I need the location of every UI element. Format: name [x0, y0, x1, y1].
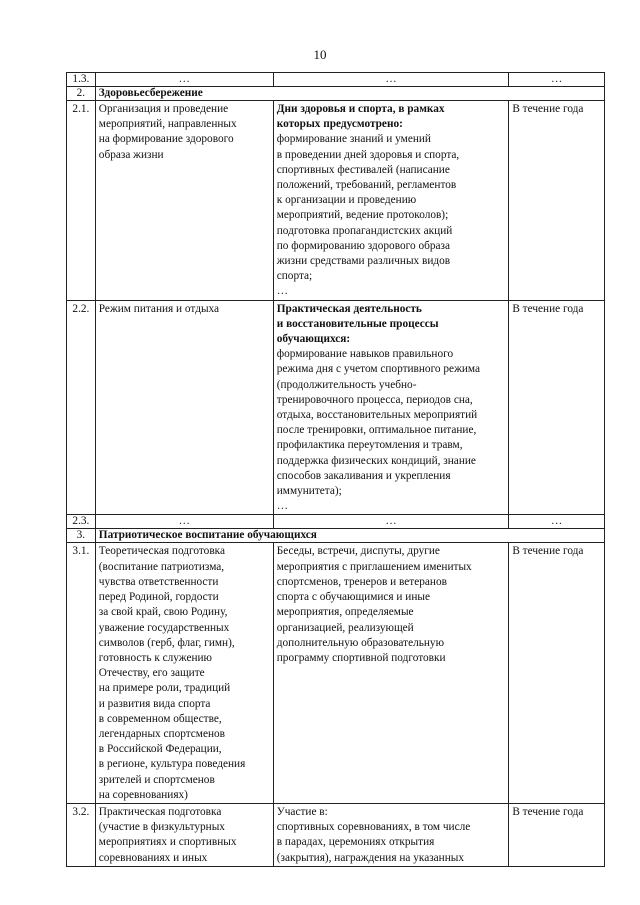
text-line: в современном обществе, — [98, 712, 222, 725]
text-line: Практическая подготовка — [98, 805, 222, 818]
table-row — [67, 101, 605, 301]
text-line: Организация и проведение — [98, 103, 229, 115]
text-line: тренировочного процесса, периодов сна, — [276, 393, 473, 406]
section-header-row — [67, 529, 605, 543]
text-line: и развития вида спорта — [98, 697, 211, 710]
row-number: 3.1. — [67, 543, 96, 803]
text-line: соревнованиях и иных — [98, 851, 208, 864]
row-number: 2.1. — [67, 101, 96, 301]
text-line: жизни средствами различных видов — [276, 255, 451, 268]
timing-cell: В течение года — [509, 803, 605, 866]
text-line: поддержка физических кондиций, знание — [276, 454, 476, 467]
cell-ellipsis: … — [273, 73, 509, 87]
section-title: Патриотическое воспитание обучающихся — [95, 529, 604, 543]
text-line: мероприятиях и спортивных — [98, 836, 237, 849]
text-line: Теоретическая подготовка — [98, 545, 225, 558]
table-row — [67, 543, 605, 803]
text-line: готовность к служению — [98, 651, 212, 664]
cell-ellipsis: … — [509, 73, 605, 87]
text-line: (воспитание патриотизма, — [98, 560, 225, 573]
text-line: режима дня с учетом спортивного режима — [276, 363, 481, 376]
text-line: формирование знаний и умений — [276, 133, 431, 146]
text-line: дополнительную образовательную — [276, 636, 445, 649]
text-line: … — [276, 285, 289, 298]
text-line: которых предусмотрено: — [276, 118, 403, 131]
text-line: и восстановительные процессы — [276, 317, 439, 330]
text-line: в парадах, церемониях открытия — [276, 836, 435, 849]
text-line: спорта с обучающимися и иные — [276, 591, 430, 604]
text-line: обучающихся: — [276, 333, 351, 346]
text-line: способов закаливания и укрепления — [276, 469, 451, 482]
table-row — [67, 73, 605, 87]
timing-cell: В течение года — [509, 543, 605, 803]
text-line: (закрытия), награждения на указанных — [276, 851, 465, 864]
text-line: по формированию здорового образа — [276, 239, 450, 252]
text-line: уважение государственных — [98, 621, 230, 634]
text-line: перед Родиной, гордости — [98, 591, 219, 604]
row-number: 2. — [67, 87, 96, 101]
row-number: 3.2. — [67, 803, 96, 866]
section-title: Здоровьесбережение — [95, 87, 604, 101]
text-line: спортсменов, тренеров и ветеранов — [276, 575, 447, 588]
text-line: мероприятий, ведение протоколов); — [276, 209, 449, 222]
activity-cell — [95, 803, 273, 866]
text-line: символов (герб, флаг, гимн), — [98, 636, 235, 649]
text-line: Режим питания и отдыха — [98, 302, 220, 315]
text-line: … — [276, 500, 289, 513]
text-line: Практическая деятельность — [276, 302, 422, 315]
cell-ellipsis: … — [95, 73, 273, 87]
text-line: на примере роли, традиций — [98, 682, 231, 695]
text-line: спорта; — [276, 270, 313, 283]
text-line: Отечеству, его защите — [98, 667, 205, 680]
timing-cell: В течение года — [509, 101, 605, 301]
text-line: (продолжительность учебно- — [276, 378, 417, 391]
text-line: Дни здоровья и спорта, в рамках — [276, 103, 445, 115]
text-line: (участие в физкультурных — [98, 821, 225, 834]
text-line: в регионе, культура поведения — [98, 758, 246, 771]
content-cell — [273, 300, 509, 515]
text-line: после тренировки, оптимальное питание, — [276, 424, 477, 437]
content-cell — [273, 543, 509, 803]
activity-cell — [95, 300, 273, 515]
table-row — [67, 515, 605, 529]
page-number: 10 — [313, 47, 327, 62]
activity-cell — [95, 101, 273, 301]
timing-cell: В течение года — [509, 300, 605, 515]
text-line: зрителей и спортсменов — [98, 773, 215, 786]
text-line: к организации и проведению — [276, 194, 417, 207]
activity-cell — [95, 543, 273, 803]
text-line: формирование навыков правильного — [276, 348, 454, 361]
text-line: подготовка пропагандистских акций — [276, 224, 453, 237]
text-line: иммунитета); — [276, 485, 342, 498]
text-line: отдыха, восстановительных мероприятий — [276, 409, 478, 422]
row-number: 2.3. — [67, 515, 96, 529]
text-line: спортивных фестивалей (написание — [276, 163, 450, 176]
row-number: 3. — [67, 529, 96, 543]
row-number: 2.2. — [67, 300, 96, 515]
table-row — [67, 300, 605, 515]
section-header-row — [67, 87, 605, 101]
text-line: Участие в: — [276, 805, 328, 818]
text-line: в проведении дней здоровья и спорта, — [276, 148, 460, 161]
text-line: мероприятий, направленных — [98, 118, 237, 131]
content-cell — [273, 101, 509, 301]
text-line: спортивных соревнованиях, в том числе — [276, 821, 471, 834]
text-line: в Российской Федерации, — [98, 743, 222, 756]
text-line: положений, требований, регламентов — [276, 179, 457, 192]
text-line: легендарных спортсменов — [98, 727, 225, 740]
text-line: образа жизни — [98, 148, 164, 161]
text-line: мероприятия с приглашением именитых — [276, 560, 472, 573]
text-line: мероприятия, определяемые — [276, 606, 414, 619]
text-line: на формирование здорового — [98, 133, 234, 146]
row-number: 1.3. — [67, 73, 96, 87]
text-line: организацией, реализующей — [276, 621, 414, 634]
cell-ellipsis: … — [95, 515, 273, 529]
text-line: за свой край, свою Родину, — [98, 606, 228, 619]
table-row — [67, 803, 605, 866]
text-line: Беседы, встречи, диспуты, другие — [276, 545, 440, 558]
cell-ellipsis: … — [273, 515, 509, 529]
text-line: чувства ответственности — [98, 575, 219, 588]
text-line: профилактика переутомления и травм, — [276, 439, 463, 452]
text-line: программу спортивной подготовки — [276, 651, 446, 664]
cell-ellipsis: … — [509, 515, 605, 529]
content-cell — [273, 803, 509, 866]
activities-table — [66, 72, 605, 867]
text-line: на соревнованиях) — [98, 788, 188, 801]
